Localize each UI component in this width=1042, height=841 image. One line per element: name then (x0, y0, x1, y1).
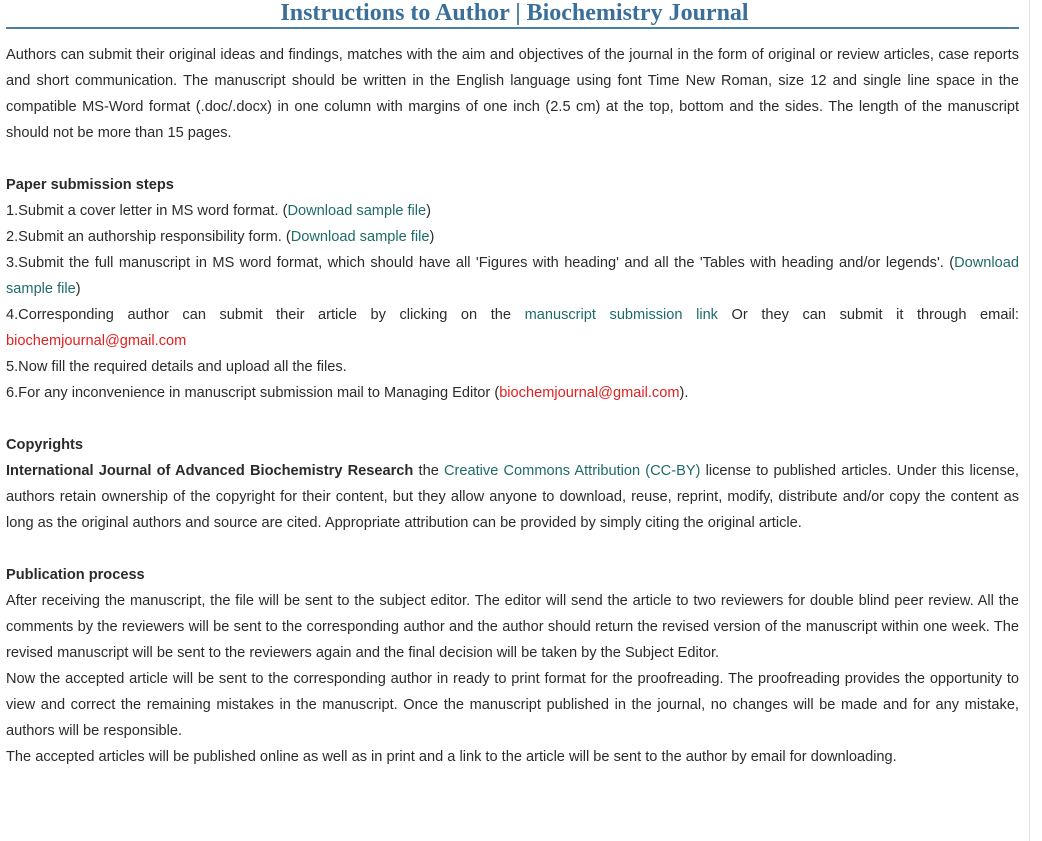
step-6-end: ). (679, 385, 689, 401)
journal-name: International Journal of Advanced Biochemistry Research (6, 463, 414, 479)
publication-heading: Publication process (6, 567, 145, 583)
step-1-download-link[interactable]: Download sample file (287, 203, 427, 219)
step-6-email-link[interactable]: biochemjournal@gmail.com (499, 385, 680, 401)
submission-step-6 (6, 380, 1019, 406)
intro-paragraph: Authors can submit their original ideas and findings, matches with the aim and objectives of the journal in the form of original or review articles, case reports and short communication. The manuscript should be written in the English language using font Time New Roman, size 12 and single line space in the compatible MS-Word format (.doc/.docx) in one column with margins of one inch (2.5 cm) at the top, bottom and the sides. The length of the manuscript should not be more than 15 pages. (6, 47, 1019, 141)
section-spacer (6, 406, 1019, 432)
step-4-mid: Or they can submit it through email: (717, 307, 1019, 323)
step-3-text: 3.Submit the full manuscript in MS word format, which should have all 'Figures with heading' and all the 'Tables with heading and/or legends'. ( (6, 255, 955, 271)
article-content (0, 29, 1029, 770)
submission-heading: Paper submission steps (6, 177, 174, 193)
step-6-text: 6.For any inconvenience in manuscript submission mail to Managing Editor ( (6, 385, 500, 401)
step-3-download-link[interactable]: Download sample file (6, 255, 1019, 297)
step-4-email-link[interactable]: biochemjournal@gmail.com (6, 333, 187, 349)
copyrights-heading: Copyrights (6, 437, 84, 453)
step-3-end: ) (75, 281, 81, 297)
step-2-text: 2.Submit an authorship responsibility form. ( (6, 229, 291, 245)
copyrights-text-b: license to published articles. Under this license, authors retain ownership of the copyright for their content, but they allow anyone to download, reuse, reprint, modify, distribute and/or copy the content as long as the original authors and source are cited. Appropriate attribution can be provided by simply citing the original article. (6, 463, 1019, 531)
cc-by-license-link[interactable]: Creative Commons Attribution (CC-BY) (444, 463, 701, 479)
step-1-text: 1.Submit a cover letter in MS word format. ( (6, 203, 288, 219)
step-4-text: 4.Corresponding author can submit their article by clicking on the (6, 307, 525, 323)
copyrights-text-a: the (413, 463, 444, 479)
section-spacer (6, 146, 1019, 172)
step-2-download-link[interactable]: Download sample file (290, 229, 430, 245)
submission-step-1 (6, 198, 1019, 224)
submission-step-4 (6, 302, 1019, 354)
publication-paragraph-1: After receiving the manuscript, the file will be sent to the subject editor. The editor will send the article to two reviewers for double blind peer review. All the comments by the reviewers will be sent to the corresponding author and the author should return the revised version of the manuscript within one week. The revised manuscript will be sent to the reviewers again and the final decision will be taken by the Subject Editor. (6, 593, 1019, 661)
publication-paragraph-2: Now the accepted article will be sent to the corresponding author in ready to print format for the proofreading. The proofreading provides the opportunity to view and correct the remaining mistakes in the manuscript. Once the manuscript published in the journal, no changes will be made and for any mistake, authors will be responsible. (6, 671, 1019, 739)
step-2-end: ) (429, 229, 435, 245)
submission-step-3 (6, 250, 1019, 302)
publication-paragraph-3: The accepted articles will be published online as well as in print and a link to the article will be sent to the author by email for downloading. (6, 749, 897, 765)
copyrights-paragraph (6, 458, 1019, 536)
section-spacer (6, 536, 1019, 562)
manuscript-submission-link[interactable]: manuscript submission link (524, 307, 718, 323)
page-title: Instructions to Author | Biochemistry Journal (280, 0, 749, 26)
submission-step-2 (6, 224, 1019, 250)
submission-step-5: 5.Now fill the required details and upload all the files. (6, 359, 347, 375)
step-1-end: ) (426, 203, 432, 219)
